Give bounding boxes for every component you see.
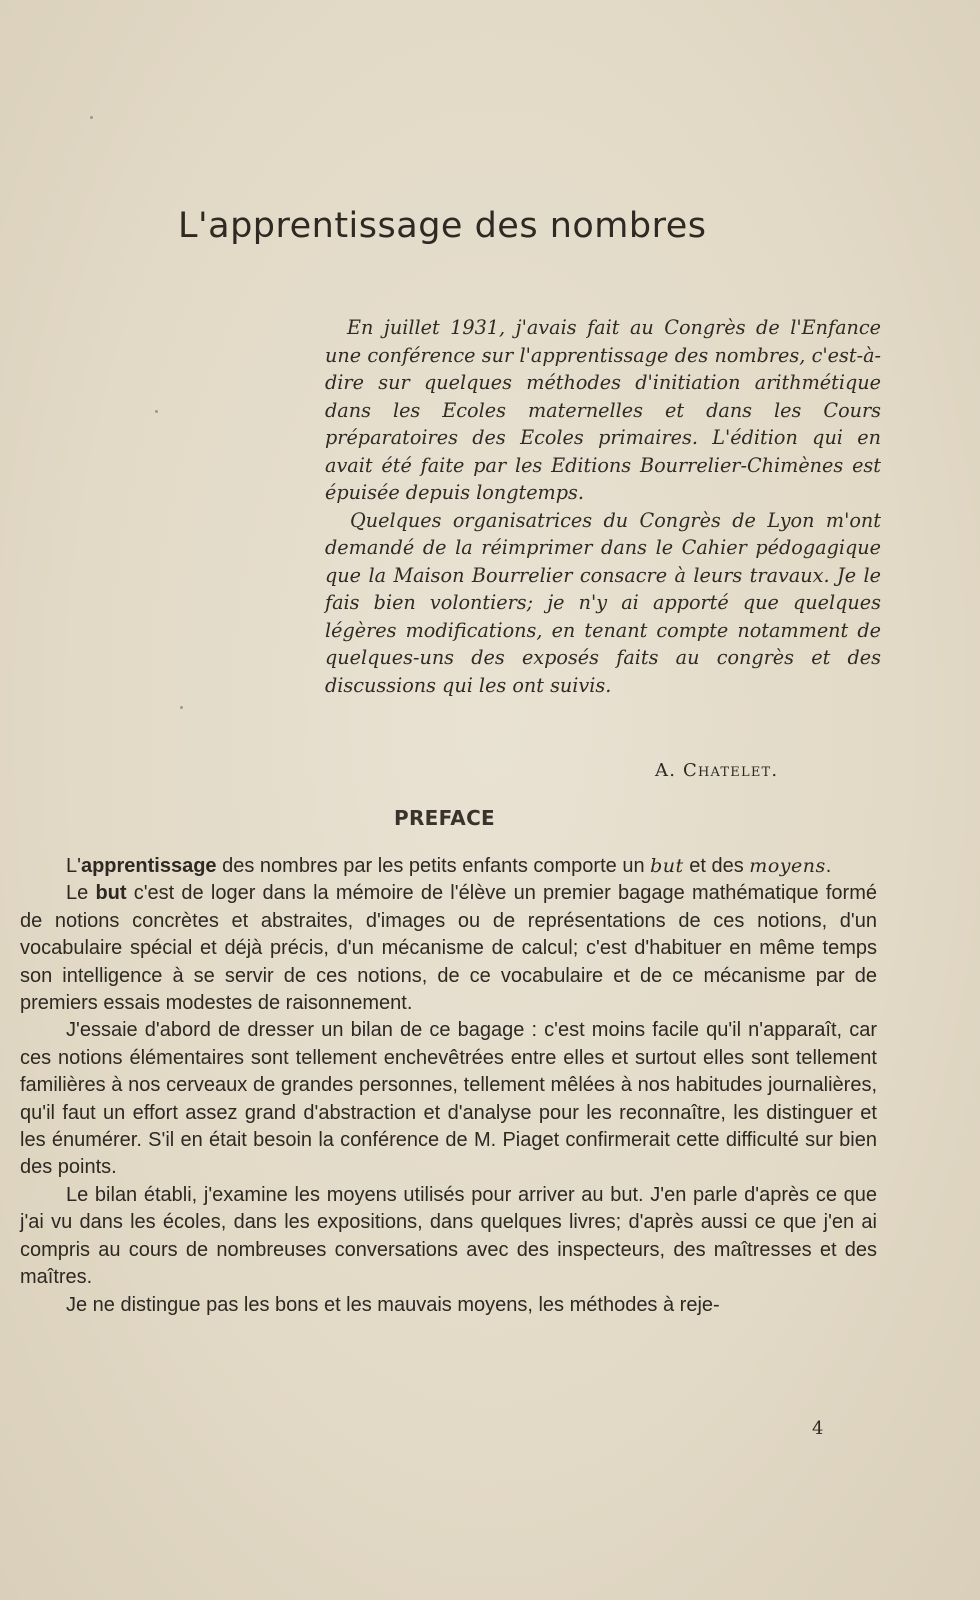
preface-heading: PREFACE [394,806,496,830]
preface-paragraph: Je ne distingue pas les bons et les mauvais moyens, les méthodes à reje- [66,1293,720,1316]
page-number: 4 [812,1418,824,1439]
preface-paragraph: J'essaie d'abord de dresser un bilan de ce bagage : c'est moins facile qu'il n'apparaît, car ces notions élémentaires sont tellement enchevêtrées entre elles et surtout elles sont tellement familières à nos cerveaux de grandes personnes, tellement mêlées à nos habitudes journalières, qu'il faut un effort assez grand d'abstraction et d'analyse pour les reconnaître, les distinguer et les énumérer. S'il en était besoin la conférence de M. Piaget confirmerait cette difficulté sur bien des points. [20,1019,877,1179]
preface-body [20,853,877,1319]
paper-speck [90,116,93,119]
foreword-block [325,314,881,699]
bold-term: but [95,882,127,905]
preface-paragraph: Le bilan établi, j'examine les moyens utilisés pour arriver au but. J'en parle d'après ce que j'ai vu dans les écoles, dans les expositions, dans quelques livres; d'après aussi ce que j'en ai compris au cours de nombreuses conversations avec des inspecteurs, des maîtresses et des maîtres. [20,1183,877,1289]
italic-term: but [650,855,684,877]
foreword-paragraph: Quelques organisatrices du Congrès de Lyon m'ont demandé de la réimprimer dans le Cahier pédogagique que la Maison Bourrelier consacre à leurs travaux. Je le fais bien volontiers; je n'y ai apporté que quelques légères modifications, en tenant compte notamment de quelques-uns des exposés faits au congrès et des discussions qui les ont suivis. [325,508,881,697]
preface-paragraph: L'apprentissage des nombres par les petits enfants comporte un but et des moyens. [66,855,832,877]
foreword-signature: A. Chatelet. [655,760,779,781]
preface-paragraph: Le but c'est de loger dans la mémoire de l'élève un premier bagage mathématique formé de notions concrètes et abstraites, d'images ou de représentations de ces notions, d'un vocabulaire spécial et déjà précis, d'un mécanisme de calcul; c'est d'habituer en même temps son intelligence à se servir de ces notions, de ce vocabulaire et de ce mécanisme par de premiers essais modestes de raisonnement. [20,882,878,1015]
bold-term: apprentissage [80,855,217,877]
italic-term: moyens [749,855,826,877]
paper-speck [155,410,158,413]
article-title: L'apprentissage des nombres [178,206,707,246]
foreword-paragraph: En juillet 1931, j'avais fait au Congrès de l'Enfance une conférence sur l'apprentissage des nombres, c'est-à-dire sur quelques méthodes d'initiation arithmétique dans les Ecoles maternelles et dans les Cours préparatoires des Ecoles primaires. L'édition qui en avait été faite par les Editions Bourrelier-Chimènes est épuisée depuis longtemps. [325,316,881,504]
paper-speck [180,706,183,709]
